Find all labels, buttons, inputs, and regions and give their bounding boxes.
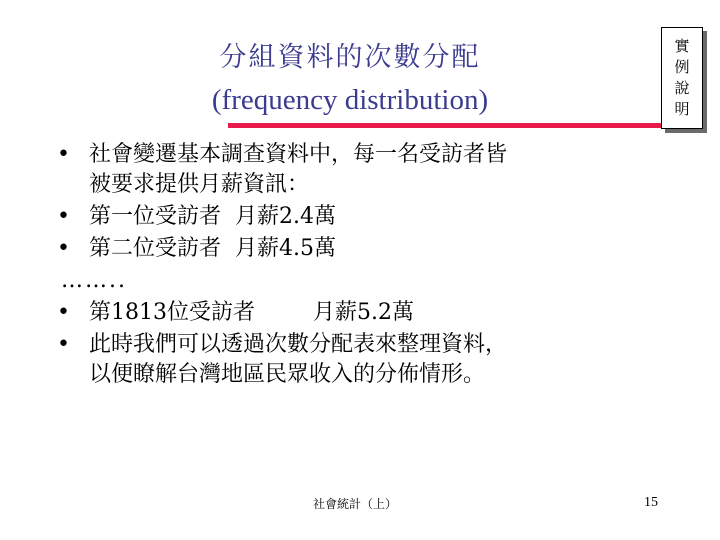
- slide-subtitle: (frequency distribution): [211, 84, 489, 116]
- respondent-label: 第二位受訪者: [89, 236, 222, 261]
- item-text: 以便瞭解台灣地區民眾收入的分佈情形。: [89, 362, 486, 387]
- item-text: 此時我們可以透過次數分配表來整理資料，: [89, 332, 508, 357]
- title-underline: [228, 123, 664, 128]
- bullet-dot-icon: •: [57, 142, 70, 167]
- bullet-dot-icon: •: [57, 236, 70, 261]
- list-item: [57, 140, 647, 200]
- salary-value: 月薪4.5萬: [235, 236, 337, 261]
- bullet-dot-icon: •: [57, 204, 70, 229]
- list-item: [57, 298, 647, 328]
- list-item: [57, 330, 647, 390]
- list-item: [57, 234, 647, 264]
- page-number: 15: [644, 495, 658, 510]
- bullet-dot-icon: •: [57, 332, 70, 357]
- ellipsis-text: ……..: [61, 268, 127, 293]
- badge-char: 說: [674, 79, 690, 97]
- salary-value: 月薪5.2萬: [313, 300, 414, 325]
- badge-char: 實: [674, 37, 690, 55]
- slide-title: 分組資料的次數分配: [219, 42, 481, 73]
- example-badge: [661, 27, 703, 129]
- item-text: 被要求提供月薪資訊：: [89, 172, 310, 197]
- item-text: 社會變遷基本調查資料中，每一名受訪者皆: [89, 142, 508, 167]
- footer-course-name: 社會統計（上）: [313, 497, 398, 511]
- respondent-label: 第一位受訪者: [89, 204, 222, 229]
- salary-value: 月薪2.4萬: [235, 204, 337, 229]
- bullet-list: [57, 140, 647, 392]
- bullet-dot-icon: •: [57, 300, 70, 325]
- badge-char: 明: [674, 100, 690, 118]
- badge-char: 例: [674, 58, 690, 76]
- list-item: [57, 202, 647, 232]
- respondent-label: 第1813位受訪者: [89, 300, 255, 325]
